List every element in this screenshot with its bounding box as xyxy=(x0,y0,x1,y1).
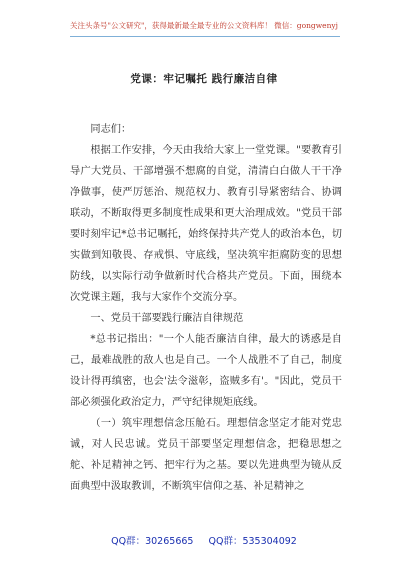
greeting: 同志们： xyxy=(90,124,132,135)
footer-qq-group-1: QQ群：30265665 xyxy=(111,536,194,547)
section-heading: 一、党员干部要践行廉洁自律规范 xyxy=(90,313,244,324)
footer-qq-groups xyxy=(0,533,408,547)
document-body xyxy=(70,119,342,497)
footer-qq-group-2: QQ群：535304092 xyxy=(208,536,297,547)
header-divider xyxy=(70,36,340,37)
body-paragraph: *总书记指出："一个人能否廉洁自律，最大的诱惑是自己，最难战胜的敌人也是自己。一个人战胜不了自己，制度设计得再缜密，也会'法令滋彰，盗贼多有'。"因此，党员干部必须强化政治定力，严守纪律规矩底线。 xyxy=(70,334,342,408)
document-title: 党课：牢记嘱托 践行廉洁自律 xyxy=(130,73,278,85)
body-paragraph: （一）筑牢理想信念压舱石。理想信念坚定才能对党忠诚，对人民忠诚。党员干部要坚定理想信念，把稳思想之舵、补足精神之钙、把牢行为之基。要以先进典型为镜从反面典型中汲取教训，不断筑牢信仰之基、补足精神之 xyxy=(70,418,342,492)
header-banner: 关注头条号"公文研究"，获得最新最全最专业的公文资料库！ 微信：gongwenyj xyxy=(70,21,338,30)
body-paragraph: 根据工作安排，今天由我给大家上一堂党课。"要教育引导广大党员、干部增强不想腐的自觉，清清白白做人干干净净做事，使严厉惩治、规范权力、教育引导紧密结合、协调联动，不断取得更多制度性成果和更大治理成效。"党员干部要时刻牢记*总书记嘱托，始终保持共产党人的政治本色，切实做到知敬畏、存戒惧、守底线，坚决筑牢拒腐防变的思想防线，以实际行动争做新时代合格共产党员。下面，围绕本次党课主题，我与大家作个交流分享。 xyxy=(70,145,342,303)
